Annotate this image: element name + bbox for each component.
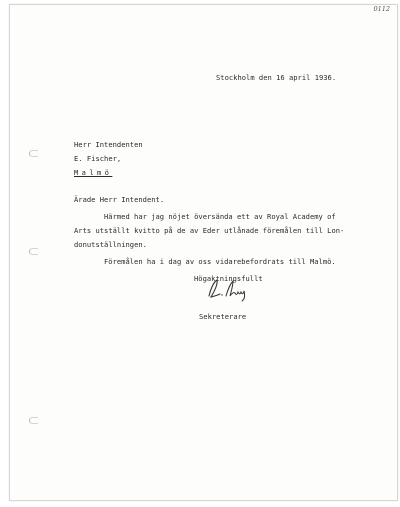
handwritten-signature bbox=[205, 276, 251, 307]
body-line-4: Föremålen ha i dag av oss vidarebefordrats till Malmö. bbox=[104, 257, 336, 266]
body-line-2: Arts utställt kvitto på de av Eder utlånade föremålen till Lon- bbox=[74, 226, 345, 235]
punch-hole-mark bbox=[29, 417, 38, 424]
punch-hole-mark bbox=[29, 248, 38, 255]
place-date: Stockholm den 16 april 1936. bbox=[216, 73, 337, 82]
punch-hole-mark bbox=[29, 150, 38, 157]
addressee-line-2: E. Fischer, bbox=[74, 154, 122, 163]
body-line-1: Härmed har jag nöjet översända ett av Royal Academy of bbox=[104, 212, 336, 221]
addressee-city: Malmö bbox=[74, 168, 113, 177]
body-line-3: donutställningen. bbox=[74, 240, 147, 249]
addressee-line-1: Herr Intendenten bbox=[74, 140, 143, 149]
archive-number: 0112 bbox=[373, 5, 390, 13]
salutation: Ärade Herr Intendent. bbox=[74, 195, 165, 204]
closing: Högaktningsfullt bbox=[194, 274, 263, 283]
signer-title: Sekreterare bbox=[199, 312, 247, 321]
letter-page bbox=[9, 4, 398, 501]
